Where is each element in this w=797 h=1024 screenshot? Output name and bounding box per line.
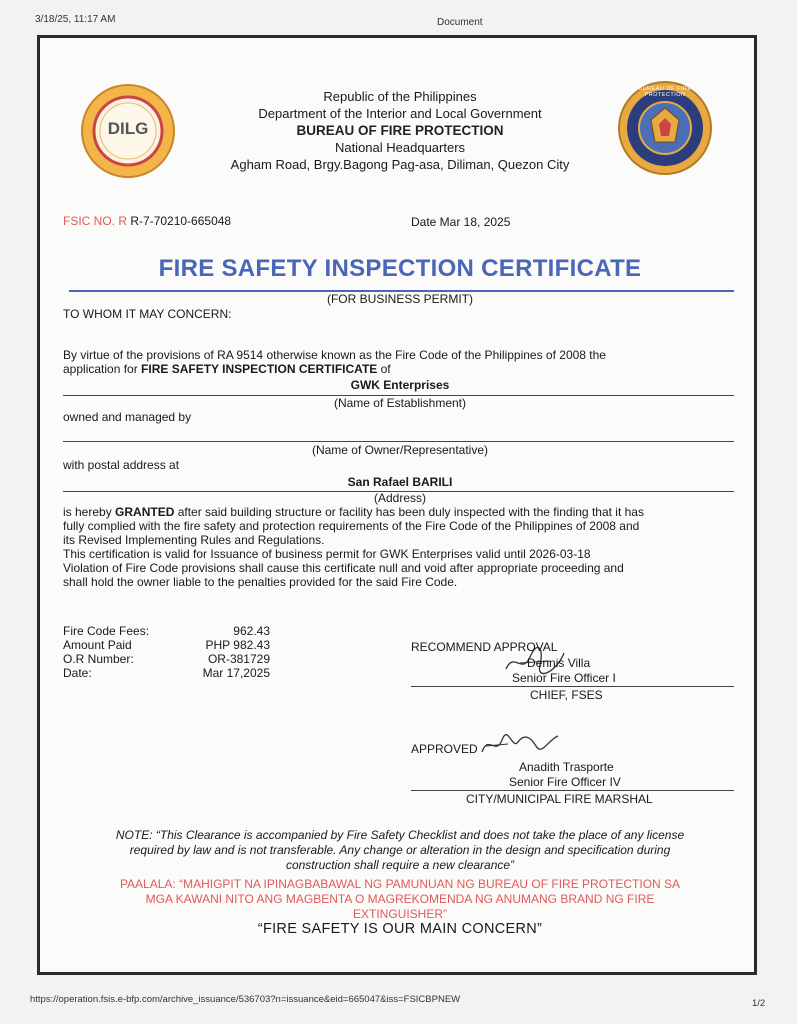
granted-line-3: its Revised Implementing Rules and Regulations. <box>63 533 325 547</box>
approved-officer-position: CITY/MUNICIPAL FIRE MARSHAL <box>466 792 653 806</box>
granted-bold: GRANTED <box>115 505 175 519</box>
note-line-1: NOTE: “This Clearance is accompanied by Fire Safety Checklist and does not take the place of any license <box>115 828 685 842</box>
owner-label: (Name of Owner/Representative) <box>311 443 489 457</box>
bfp-seal-ring-text: BUREAU OF FIRE PROTECTION <box>638 86 692 98</box>
fees-table <box>63 624 270 680</box>
intro-line-2 <box>63 362 606 376</box>
clearance-note <box>40 828 760 873</box>
recommend-approval-label: RECOMMEND APPROVAL <box>411 640 558 654</box>
establishment-label: (Name of Establishment) <box>333 396 467 410</box>
print-datetime: 3/18/25, 11:17 AM <box>35 14 116 25</box>
granted-line-2: fully complied with the fire safety and protection requirements of the Fire Code of the Philippines of 2008 and <box>63 519 640 533</box>
address-label: (Address) <box>373 491 426 505</box>
fee-value: 962.43 <box>233 624 270 638</box>
header-department: Department of the Interior and Local Government <box>258 106 542 121</box>
fsic-number: R-7-70210-665048 <box>130 214 232 228</box>
certificate-subtitle: (FOR BUSINESS PERMIT) <box>326 292 473 306</box>
header-bureau: BUREAU OF FIRE PROTECTION <box>296 123 504 138</box>
recommend-officer-name: Dennis Villa <box>527 656 591 670</box>
violation-line-1: Violation of Fire Code provisions shall cause this certificate null and void after appropriate proceeding and <box>63 561 624 575</box>
intro-text: application for <box>63 362 142 376</box>
paalala-line-1: PAALALA: “MAHIGPIT NA IPINAGBABAWAL NG PAMUNUAN NG BUREAU OF FIRE PROTECTION SA <box>119 877 681 891</box>
header-republic: Republic of the Philippines <box>323 89 477 104</box>
fee-row <box>63 638 270 652</box>
certificate-title: FIRE SAFETY INSPECTION CERTIFICATE <box>158 255 642 282</box>
bfp-seal <box>617 80 713 176</box>
intro-paragraph <box>63 348 606 376</box>
note-line-2: required by law and is not transferable. Any change or alteration in the design and specification during <box>129 843 671 857</box>
print-page-number: 1/2 <box>752 998 766 1009</box>
header-address: Agham Road, Brgy.Bagong Pag-asa, Diliman, Quezon City <box>230 157 570 172</box>
note-line-3: construction shall require a new clearance” <box>285 858 515 872</box>
fsic-label: FSIC NO. R <box>63 214 128 228</box>
to-whom-it-may-concern: TO WHOM IT MAY CONCERN: <box>63 307 232 321</box>
paalala-warning <box>40 877 760 922</box>
fee-label: O.R Number: <box>63 652 134 666</box>
establishment-name: GWK Enterprises <box>350 378 450 392</box>
approved-officer-name: Anadith Trasporte <box>519 760 614 774</box>
fee-label: Amount Paid <box>63 638 132 652</box>
granted-paragraph <box>63 505 743 589</box>
fee-label: Date: <box>63 666 92 680</box>
owner-line <box>63 441 734 442</box>
fsic-number-line <box>63 214 231 228</box>
header-national-hq: National Headquarters <box>334 140 466 155</box>
owned-managed-by: owned and managed by <box>63 410 192 424</box>
fee-row <box>63 624 270 638</box>
recommend-officer-rank: Senior Fire Officer I <box>512 671 616 685</box>
fee-label: Fire Code Fees: <box>63 624 150 638</box>
approved-signature-icon <box>478 730 562 760</box>
granted-line-1 <box>63 505 743 519</box>
fee-row <box>63 666 270 680</box>
paalala-line-2: MGA KAWANI NITO ANG MAGBENTA O MAGREKOMENDA NG ANUMANG BRAND NG FIRE <box>145 892 655 906</box>
address-value: San Rafael BARILI <box>347 475 453 489</box>
print-url: https://operation.fsis.e-bfp.com/archive_issuance/536703?n=issuance&eid=665047&iss=FSICBPNEW <box>30 994 461 1005</box>
recommend-officer-position: CHIEF, FSES <box>530 688 603 702</box>
print-document-title: Document <box>437 17 483 28</box>
fee-value: OR-381729 <box>207 652 270 666</box>
agency-header <box>200 88 600 173</box>
postal-address-prefix: with postal address at <box>63 458 180 472</box>
violation-line-2: shall hold the owner liable to the penalties provided for the said Fire Code. <box>63 575 458 589</box>
motto: “FIRE SAFETY IS OUR MAIN CONCERN” <box>257 921 543 937</box>
fee-value: Mar 17,2025 <box>202 666 270 680</box>
intro-text-end: of <box>377 362 391 376</box>
granted-text-end: after said building structure or facility has been duly inspected with the finding that it has <box>174 505 644 519</box>
recommend-line <box>411 686 734 687</box>
granted-text: is hereby <box>63 505 116 519</box>
validity-line: This certification is valid for Issuance of business permit for GWK Enterprises valid until 2026-03-18 <box>63 547 591 561</box>
approved-officer-rank: Senior Fire Officer IV <box>509 775 621 789</box>
fee-value: PHP 982.43 <box>205 638 270 652</box>
approved-line <box>411 790 734 791</box>
intro-bold: FIRE SAFETY INSPECTION CERTIFICATE <box>141 362 378 376</box>
intro-line-1: By virtue of the provisions of RA 9514 otherwise known as the Fire Code of the Philippines of 2008 the <box>63 348 606 362</box>
fsic-date: Date Mar 18, 2025 <box>411 215 511 229</box>
fee-row <box>63 652 270 666</box>
paalala-line-3: EXTINGUISHER” <box>352 907 447 921</box>
approved-label: APPROVED <box>411 742 478 756</box>
dilg-seal-text: DILG <box>107 119 149 138</box>
dilg-seal <box>80 83 176 179</box>
